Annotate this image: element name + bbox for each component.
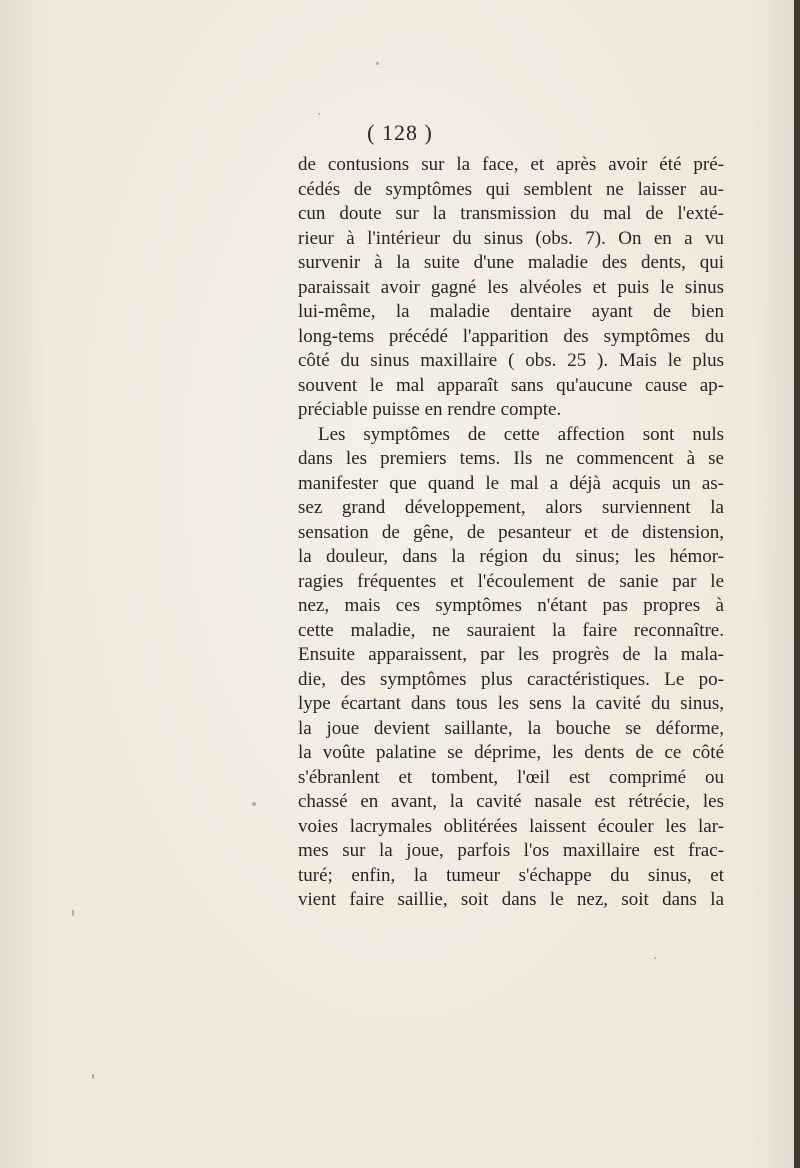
text-line: préciable puisse en rendre compte. bbox=[298, 399, 562, 420]
text-line: la voûte palatine se déprime, les dents de ce côté bbox=[298, 742, 724, 763]
paper-speck bbox=[92, 1074, 94, 1079]
text-line: die, des symptômes plus caractéristiques. Le po- bbox=[298, 668, 724, 690]
text-line: cédés de symptômes qui semblent ne laisser au- bbox=[298, 178, 724, 200]
text-line: s'ébranlent et tombent, l'œil est comprimé ou bbox=[298, 766, 724, 788]
paper-speck bbox=[252, 802, 256, 806]
text-line: turé; enfin, la tumeur s'échappe du sinus, et bbox=[298, 864, 724, 886]
text-line: Les symptômes de cette affection sont nuls bbox=[318, 423, 724, 445]
text-line: manifester que quand le mal a déjà acquis un as- bbox=[298, 472, 724, 494]
paper-speck bbox=[72, 910, 74, 916]
paper-speck bbox=[318, 113, 320, 115]
text-line: vient faire saillie, soit dans le nez, soit dans la bbox=[298, 889, 724, 910]
text-line: rieur à l'intérieur du sinus (obs. 7). On en a vu bbox=[298, 227, 724, 249]
text-line: de contusions sur la face, et après avoir été pré- bbox=[298, 154, 724, 175]
text-line: cette maladie, ne sauraient la faire reconnaître. bbox=[298, 619, 724, 641]
text-line: Ensuite apparaissent, par les progrès de la mala- bbox=[298, 644, 724, 665]
text-line: la douleur, dans la région du sinus; les hémor- bbox=[298, 546, 724, 567]
text-line: mes sur la joue, parfois l'os maxillaire est frac- bbox=[298, 840, 724, 861]
text-line: côté du sinus maxillaire ( obs. 25 ). Mais le plus bbox=[298, 350, 724, 371]
text-line: cun doute sur la transmission du mal de l'exté- bbox=[298, 203, 724, 224]
page-number: ( 128 ) bbox=[367, 120, 433, 145]
text-line: paraissait avoir gagné les alvéoles et puis le sinus bbox=[298, 276, 724, 298]
text-line: survenir à la suite d'une maladie des dents, qui bbox=[298, 252, 724, 273]
text-line: la joue devient saillante, la bouche se déforme, bbox=[298, 717, 724, 739]
body-text bbox=[298, 153, 724, 913]
text-line: nez, mais ces symptômes n'étant pas propres à bbox=[298, 595, 724, 616]
text-line: voies lacrymales oblitérées laissent écouler les lar- bbox=[298, 815, 724, 837]
page-edge bbox=[794, 0, 800, 1168]
text-line: sez grand développement, alors surviennent la bbox=[298, 497, 724, 518]
text-line: lui-même, la maladie dentaire ayant de bien bbox=[298, 301, 724, 322]
text-line: chassé en avant, la cavité nasale est rétrécie, les bbox=[298, 791, 724, 812]
paper-speck bbox=[654, 957, 656, 959]
text-line: long-tems précédé l'apparition des symptômes du bbox=[298, 325, 724, 347]
text-line: dans les premiers tems. Ils ne commencent à se bbox=[298, 448, 724, 469]
paper-speck bbox=[376, 62, 379, 65]
text-line: sensation de gêne, de pesanteur et de distension, bbox=[298, 521, 724, 543]
text-line: souvent le mal apparaît sans qu'aucune cause ap- bbox=[298, 374, 724, 396]
text-line: ragies fréquentes et l'écoulement de sanie par le bbox=[298, 570, 724, 592]
text-line: lype écartant dans tous les sens la cavité du sinus, bbox=[298, 693, 724, 714]
